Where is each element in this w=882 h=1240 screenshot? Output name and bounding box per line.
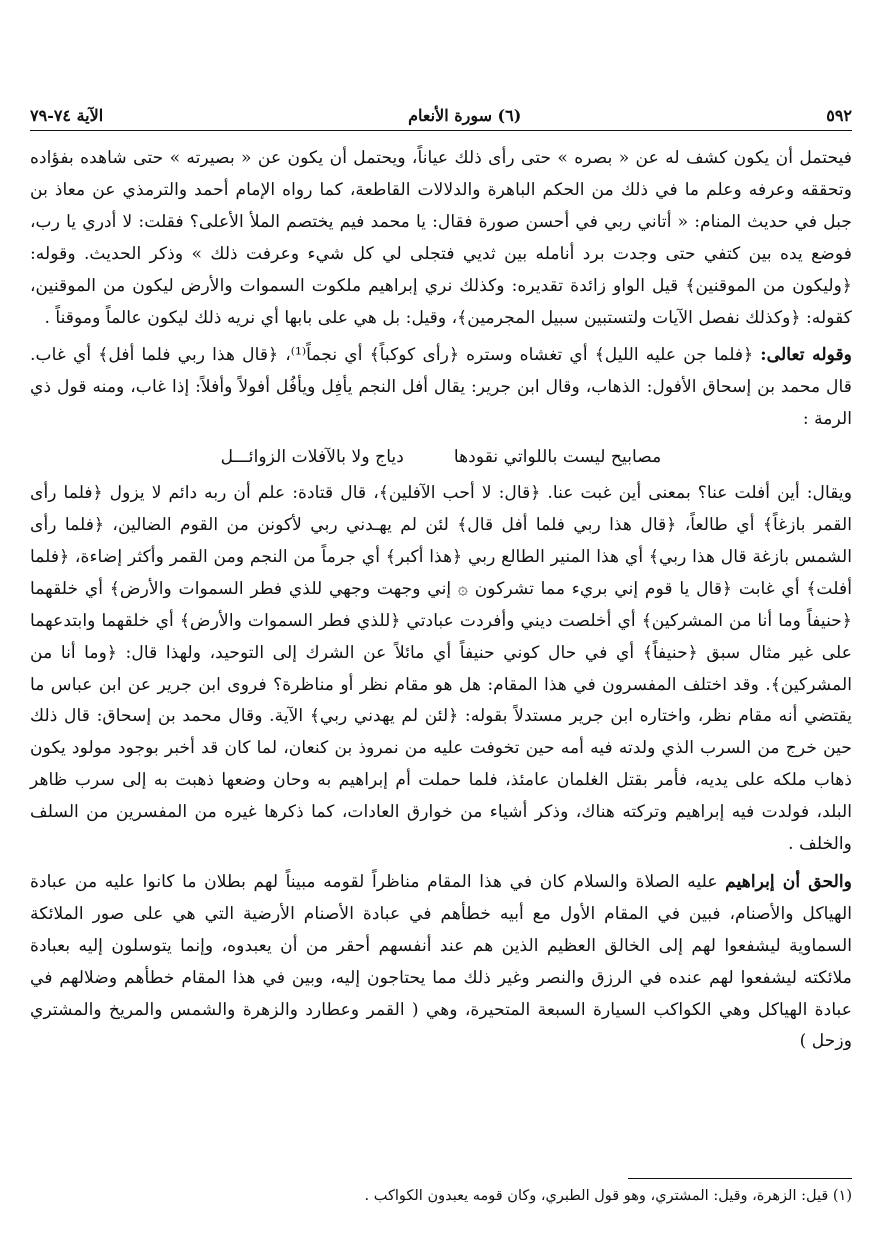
verse-hemistich-1: مصابيح ليست باللواتي نقودها bbox=[453, 447, 662, 468]
footnote: (١) قيل: الزهرة، وقيل: المشتري، وهو قول الطبري، وكان قومه يعبدون الكواكب . bbox=[364, 1188, 852, 1204]
paragraph-text: ﴿فلما جن عليه الليل﴾ أي تغشاه وستره ﴿رأى كوكباً﴾ أي نجماً⁽¹⁾، ﴿قال هذا ربي فلما أفل﴾ أي غاب. قال محمد بن إسحاق الأفول: الذهاب، وقال ابن جرير: يقال أفل النجم يأفِل ويأفُل أفولاً وأفلاً: إذا غاب، ومنه قول ذي الرمة : bbox=[30, 345, 852, 430]
paragraph-lead: وقوله تعالى: bbox=[760, 345, 852, 366]
verse-hemistich-2: دياج ولا بالآفلات الزوائـــل bbox=[220, 447, 404, 468]
ayat-range: الآية ٧٤-٧٩ bbox=[30, 105, 104, 125]
paragraph-4 bbox=[30, 867, 852, 1058]
paragraph-text: فيحتمل أن يكون كشف له عن « بصره » حتى رأى ذلك عياناً، ويحتمل أن يكون عن « بصيرته » حتى شاهده بفؤاده وتحققه وعرفه وعلم ما في ذلك من الحكم الباهرة والدلالات القاطعة، كما رواه الإمام أحمد والترمذي عن معاذ بن جبل في حديث المنام: « أتاني ربي في أحسن صورة فقال: يا محمد فيم يختصم الملأ الأعلى؟ فقلت: لا أدري يا رب، فوضع يده بين كتفي حتى وجدت برد أنامله بين ثديي فتجلى لي كل شيء وعرفت ذلك » وذكر الحديث. وقوله: ﴿وليكون من الموقنين﴾ قيل الواو زائدة تقديره: وكذلك نري إبراهيم ملكوت السموات والأرض ليكون من الموقنين، كقوله: ﴿وكذلك نفصل الآيات ولتستبين سبيل المجرمين﴾، وقيل: بل هي على بابها أي نريه ذلك ليكون عالماً وموقناً . bbox=[30, 148, 852, 328]
paragraph-lead: والحق أن إبراهيم bbox=[725, 871, 852, 892]
main-text bbox=[30, 143, 852, 1058]
page-number: ٥٩٢ bbox=[826, 105, 852, 125]
header-rule bbox=[30, 130, 852, 131]
paragraph-3 bbox=[30, 478, 852, 861]
running-header bbox=[30, 100, 852, 130]
poetry-verse bbox=[30, 442, 852, 474]
paragraph-1 bbox=[30, 143, 852, 334]
paragraph-text: عليه الصلاة والسلام كان في هذا المقام مناظراً لقومه مبيناً لهم بطلان ما كانوا عليه من عبادة الهياكل والأصنام، فبين في المقام الأول مع أبيه خطأهم في عبادة الأصنام الأرضية التي هي على صور الملائكة السماوية ليشفعوا لهم إلى الخالق العظيم الذين هم عند أنفسهم أحقر من أن يعبدوه، وإنما يتوسلون إليه بعبادة ملائكته ليشفعوا لهم عنده في الرزق والنصر وغير ذلك مما يحتاجون إليه، وبين في هذا المقام خطأهم وضلالهم في عبادة الهياكل وهي الكواكب السيارة السبعة المتحيرة، وهي ( القمر وعطارد والزهرة والشمس والمريخ والمشتري وزحل ) bbox=[30, 871, 852, 1052]
sura-title: (٦) سورة الأنعام bbox=[408, 105, 522, 125]
paragraph-2 bbox=[30, 340, 852, 436]
footnote-rule bbox=[628, 1178, 852, 1179]
paragraph-text: ويقال: أين أفلت عنا؟ بمعنى أين غبت عنا. ﴿قال: لا أحب الآفلين﴾، قال قتادة: علم أن ربه دائم لا يزول ﴿فلما رأى القمر بازغاً﴾ أي طالعاً، ﴿قال هذا ربي فلما أفل قال﴾ لئن لم يهـدني ربي لأكونن من القوم الضالين، ﴿فلما رأى الشمس بازغة قال هذا ربي﴾ أي هذا المنير الطالع ربي ﴿هذا أكبر﴾ أي جرماً من النجم ومن القمر وأكثر إضاءة، ﴿فلما أفلت﴾ أي غابت ﴿قال يا قوم إني بريء مما تشركون ۞ إني وجهت وجهي للذي فطر السموات والأرض﴾ أي خلقهما ﴿حنيفاً وما أنا من المشركين﴾ أي أخلصت ديني وأفردت عبادتي ﴿للذي فطر السموات والأرض﴾ أي خلقهما وابتدعهما على غير مثال سبق ﴿حنيفاً﴾ أي في حال كوني حنيفاً أي مائلاً عن الشرك إلى التوحيد، ولهذا قال: ﴿وما أنا من المشركين﴾. وقد اختلف المفسرون في هذا المقام: هل هو مقام نظر أو مناظرة؟ فروى ابن جرير عن ابن عباس ما يقتضي أنه مقام نظر، واختاره ابن جرير مستدلاً بقوله: ﴿لئن لم يهدني ربي﴾ الآية. وقال محمد بن إسحاق: قال ذلك حين خرج من السرب الذي ولدته فيه أمه حين تخوفت عليه من نمروذ بن كنعان، لما كان قد أخبر بوجود مولود يكون ذهاب ملكه على يديه، فأمر بقتل الغلمان عامئذ، فلما حملت أم إبراهيم به وحان وضعها ذهبت به إلى سرب ظاهر البلد، فولدت فيه إبراهيم وتركته هناك، وذكر أشياء من خوارق العادات، كما ذكرها غيره من المفسرين من السلف والخلف . bbox=[30, 483, 852, 855]
